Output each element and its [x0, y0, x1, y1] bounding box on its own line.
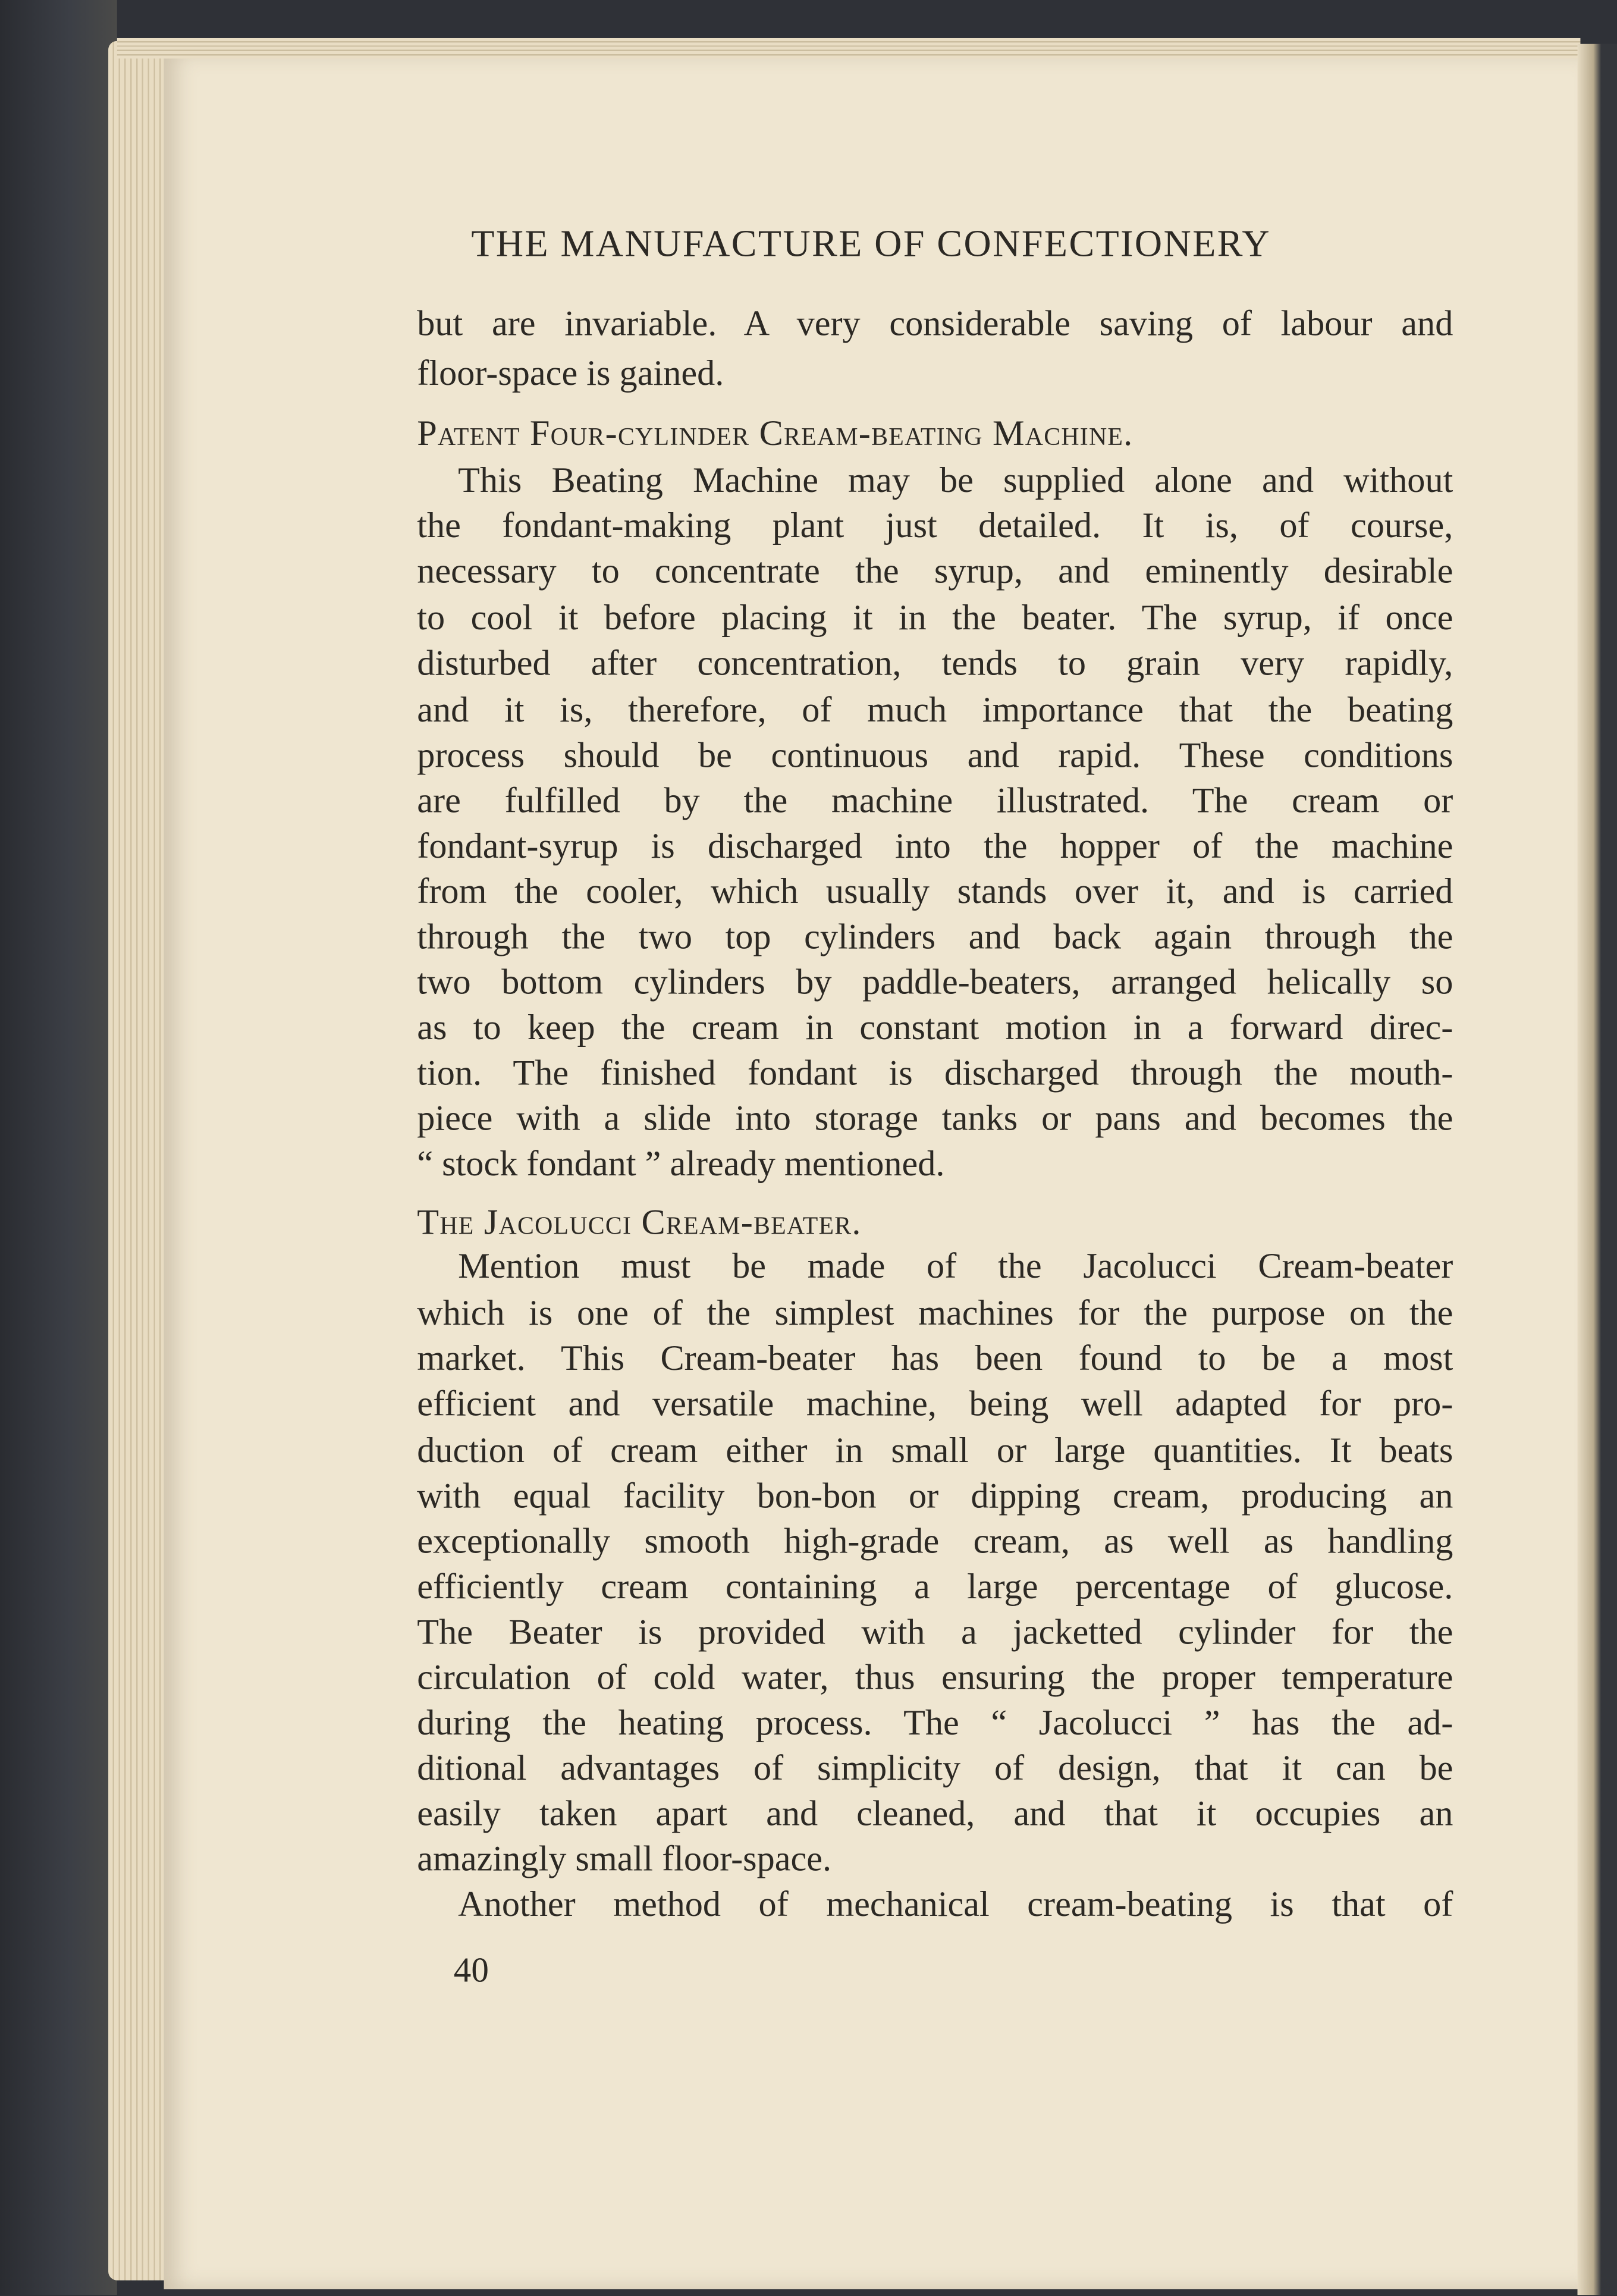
page-number: 40	[453, 1952, 489, 1991]
text-line: amazingly small floor-space.	[417, 1839, 832, 1880]
section-heading: Patent Four-cylinder Cream-beating Machine.	[417, 414, 1134, 454]
text-line: the fondant-making plant just detailed. It is, of course,	[417, 506, 1453, 546]
page-top-edge	[117, 38, 1581, 58]
text-line: This Beating Machine may be supplied alone and without	[458, 461, 1453, 501]
text-line: “ stock fondant ” already mentioned.	[417, 1144, 945, 1184]
text-line: The Beater is provided with a jacketted cylinder for the	[417, 1613, 1453, 1653]
text-line: piece with a slide into storage tanks or pans and becomes the	[417, 1099, 1453, 1139]
text-line: disturbed after concentration, tends to grain very rapidly,	[417, 644, 1453, 684]
text-line: necessary to concentrate the syrup, and eminently desirable	[417, 551, 1453, 592]
text-line: but are invariable. A very considerable saving of labour and	[417, 304, 1453, 344]
running-header: THE MANUFACTURE OF CONFECTIONERY	[471, 222, 1271, 265]
text-line: as to keep the cream in constant motion in a forward direc-	[417, 1008, 1453, 1048]
text-line: efficiently cream containing a large percentage of glucose.	[417, 1567, 1453, 1607]
text-line: tion. The finished fondant is discharged through the mouth-	[417, 1053, 1453, 1094]
text-line: are fulfilled by the machine illustrated. The cream or	[417, 781, 1453, 821]
text-line: Mention must be made of the Jacolucci Cream-beater	[458, 1247, 1453, 1287]
text-line: market. This Cream-beater has been found to be a most	[417, 1339, 1453, 1379]
text-line: ditional advantages of simplicity of design, that it can be	[417, 1749, 1453, 1789]
text-line: from the cooler, which usually stands over it, and is carried	[417, 872, 1453, 912]
text-line: duction of cream either in small or large quantities. It beats	[417, 1431, 1453, 1471]
text-line: process should be continuous and rapid. These conditions	[417, 736, 1453, 776]
section-heading: The Jacolucci Cream-beater.	[417, 1203, 862, 1243]
text-line: to cool it before placing it in the beater. The syrup, if once	[417, 598, 1453, 638]
text-line: efficient and versatile machine, being well adapted for pro-	[417, 1384, 1453, 1425]
text-line: Another method of mechanical cream-beating is that of	[458, 1885, 1453, 1925]
text-line: with equal facility bon-bon or dipping cream, producing an	[417, 1476, 1453, 1517]
page-right-edge	[1578, 44, 1617, 2295]
text-line: exceptionally smooth high-grade cream, as well as handling	[417, 1522, 1453, 1562]
text-line: circulation of cold water, thus ensuring the proper temperature	[417, 1658, 1453, 1698]
text-line: during the heating process. The “ Jacolucci ” has the ad-	[417, 1704, 1453, 1743]
text-line: floor-space is gained.	[417, 354, 724, 394]
text-line: which is one of the simplest machines for the purpose on the	[417, 1294, 1453, 1334]
text-line: through the two top cylinders and back again through the	[417, 917, 1453, 958]
text-line: and it is, therefore, of much importance that the beating	[417, 691, 1453, 730]
text-line: two bottom cylinders by paddle-beaters, arranged helically so	[417, 963, 1453, 1003]
book-cover	[0, 0, 117, 2295]
text-line: fondant-syrup is discharged into the hopper of the machine	[417, 827, 1453, 867]
text-line: easily taken apart and cleaned, and that it occupies an	[417, 1794, 1453, 1834]
